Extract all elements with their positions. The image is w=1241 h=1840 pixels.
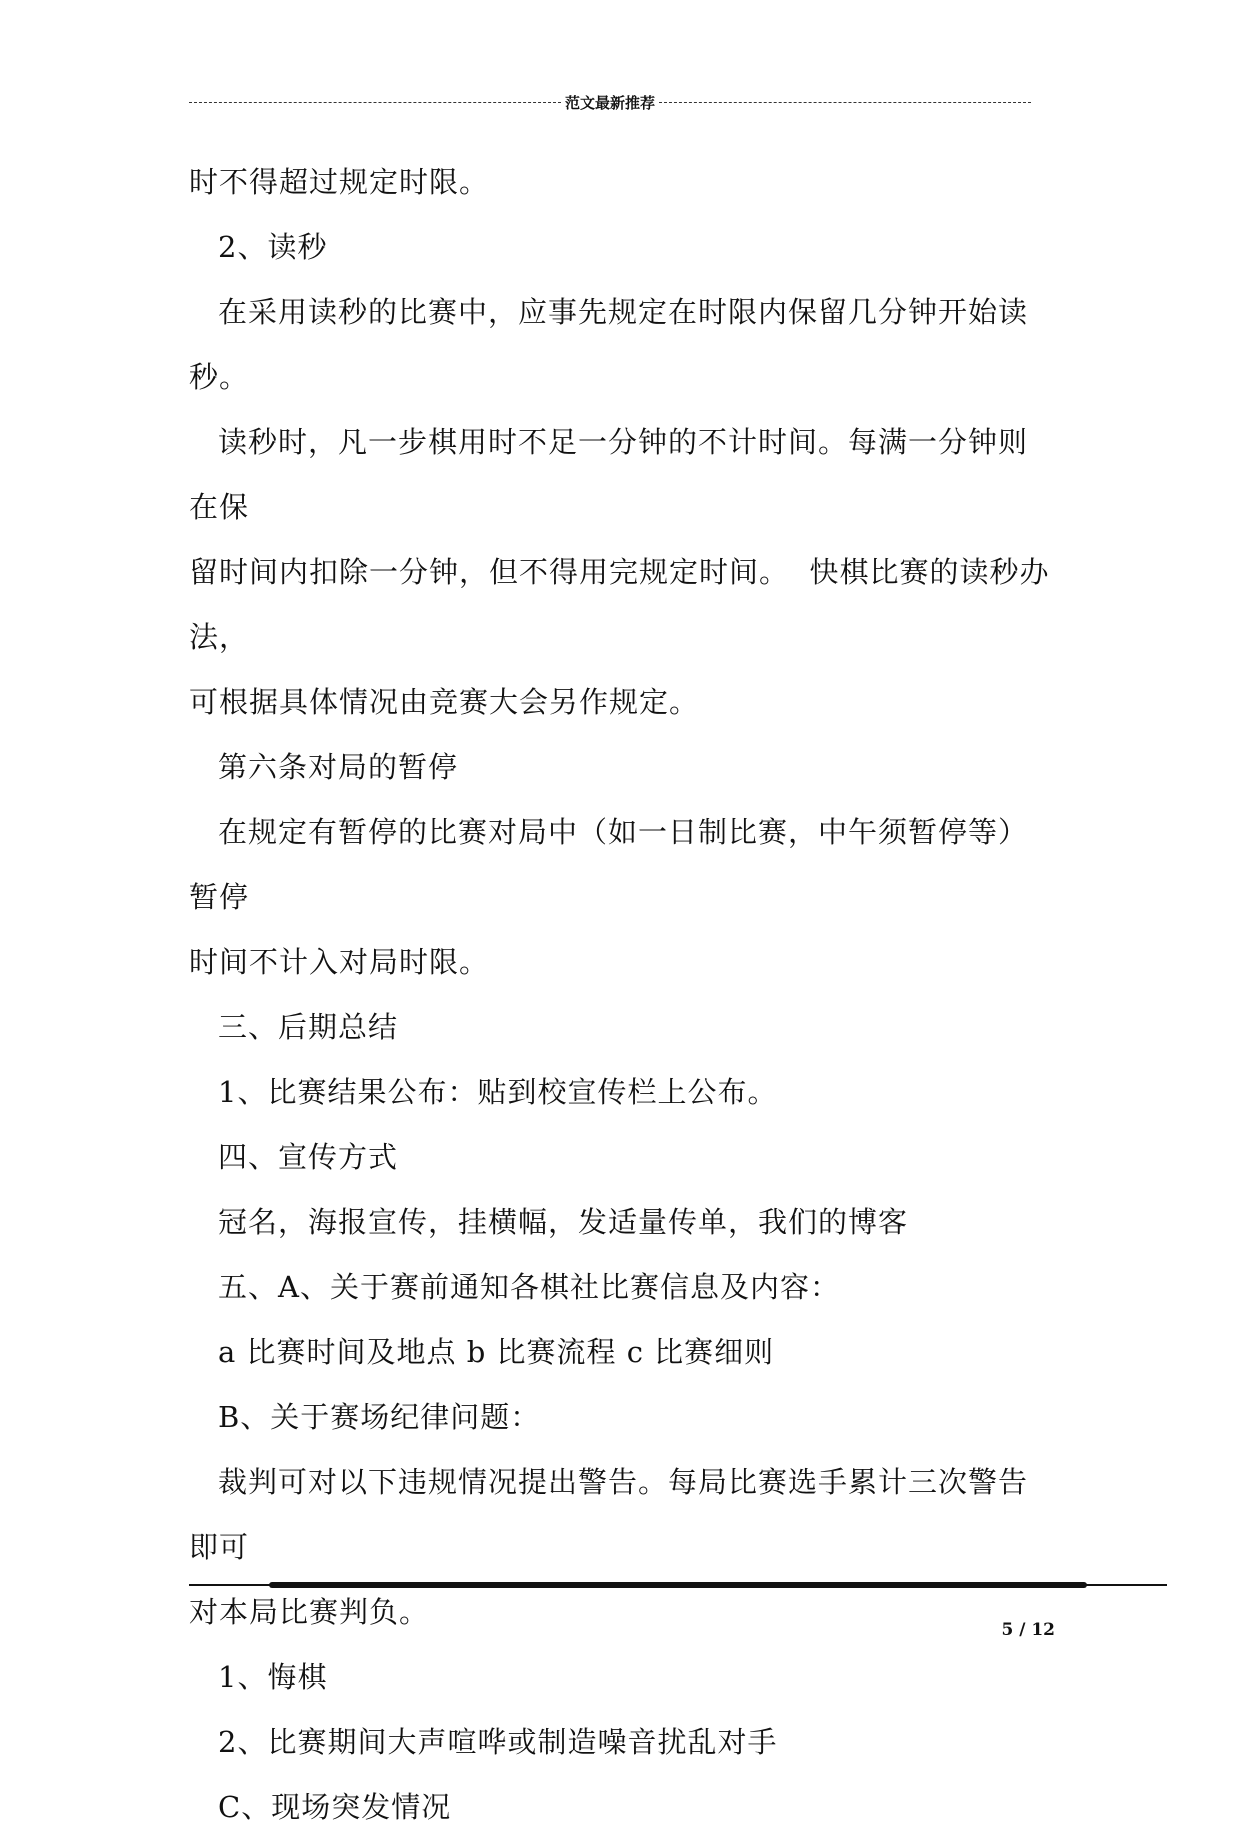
list-item: a 比赛时间及地点 b 比赛流程 c 比赛细则 [218,1335,775,1369]
list-item: 1、比赛结果公布：贴到校宣传栏上公布。 [218,1075,778,1109]
paragraph: 冠名，海报宣传，挂横幅，发适量传单，我们的博客 [218,1205,909,1239]
paragraph: 在规定有暂停的比赛对局中（如一日制比赛，中午须暂停等）暂停 [189,815,1029,914]
section-heading: B、关于赛场纪律问题： [218,1400,541,1434]
footer-divider [189,1582,1167,1588]
paragraph: 时不得超过规定时限。 [189,165,490,199]
header-left-dashes [189,102,561,103]
paragraph: 留时间内扣除一分钟，但不得用完规定时间。 快棋比赛的读秒办法， [189,555,1050,654]
paragraph: 读秒时，凡一步棋用时不足一分钟的不计时间。每满一分钟则在保 [189,425,1029,524]
paragraph: 时间不计入对局时限。 [189,945,490,979]
paragraph: 可根据具体情况由竞赛大会另作规定。 [189,685,700,719]
section-heading: 五、A、关于赛前通知各棋社比赛信息及内容： [218,1270,840,1304]
paragraph: 对本局比赛判负。 [189,1595,430,1629]
list-item: 1、悔棋 [218,1660,328,1694]
section-heading: 三、后期总结 [218,1010,399,1044]
header-right-dashes [659,102,1031,103]
section-heading: 四、宣传方式 [218,1140,399,1174]
list-item: 2、比赛期间大声喧哗或制造噪音扰乱对手 [218,1725,778,1759]
paragraph: 在采用读秒的比赛中，应事先规定在时限内保留几分钟开始读秒。 [189,295,1029,394]
page-header [189,88,1031,116]
footer-divider-thick-line [269,1582,1087,1588]
section-heading: C、现场突发情况 [218,1790,452,1824]
section-heading: 第六条对局的暂停 [218,750,459,784]
page-number: 5 / 12 [1001,1620,1055,1640]
paragraph: 裁判可对以下违规情况提出警告。每局比赛选手累计三次警告即可 [189,1465,1029,1564]
header-title: 范文最新推荐 [565,93,656,112]
paragraph: 2、读秒 [218,230,328,264]
